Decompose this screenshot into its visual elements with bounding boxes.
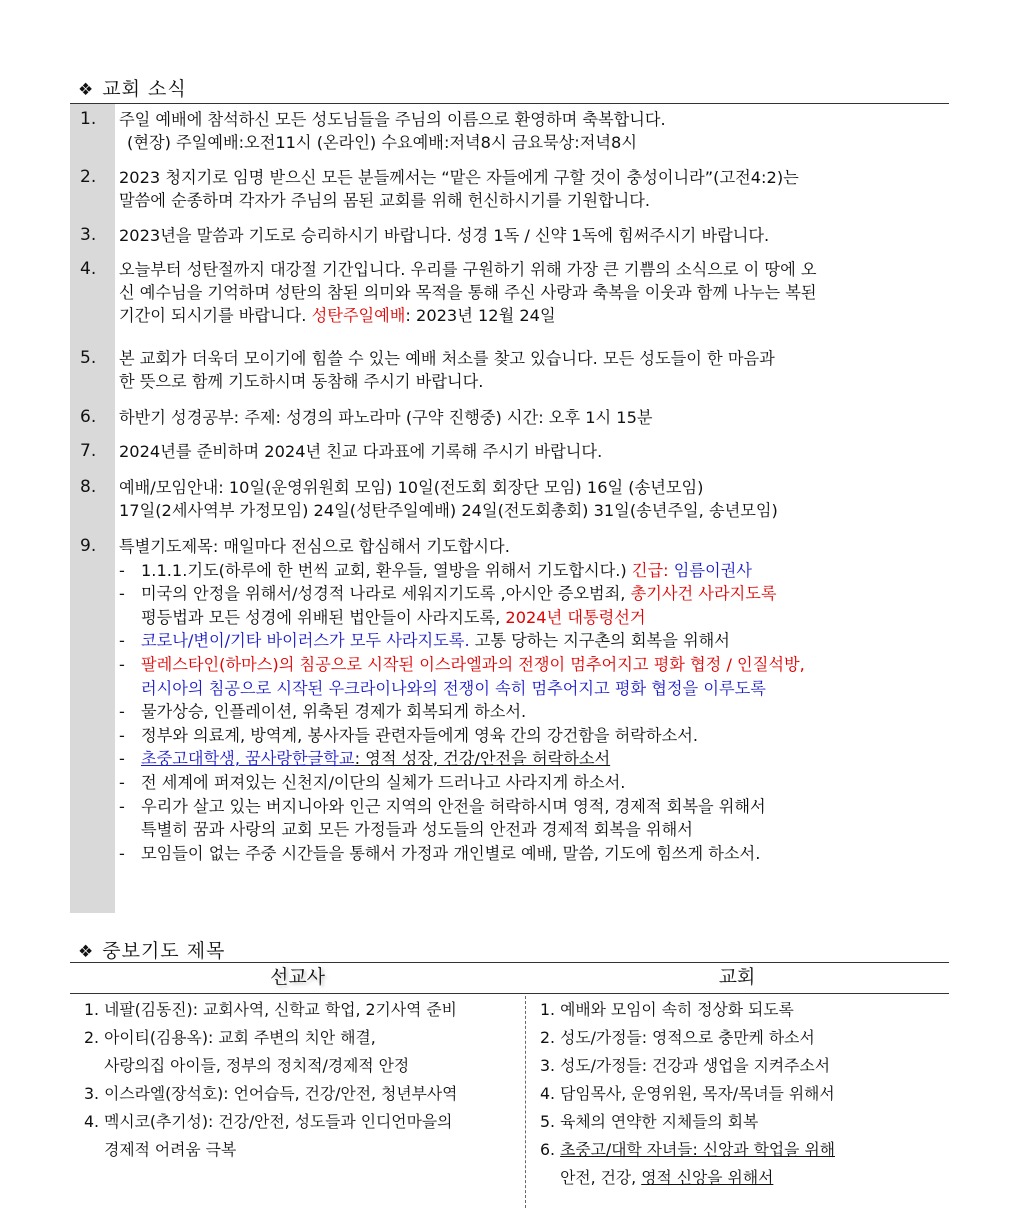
item-text: 말씀에 순종하며 각자가 주님의 몸된 교회를 위해 헌신하시기를 기원합니다. (119, 191, 651, 210)
item-text: 17일(2세사역부 가정모임) 24일(성탄주일예배) 24일(전도회총회) 31일(송년주일, 송년모임) (119, 501, 778, 520)
item-text: 특별기도제목: 매일마다 전심으로 합심해서 기도합시다. (119, 537, 510, 556)
section-title-church-news (78, 74, 187, 101)
prayer-subitem: - 모임들이 없는 주중 시간들을 통해서 가정과 개인별로 예배, 말씀, 기도에 힘쓰게 하소서. (119, 843, 761, 863)
item-number: 2. (80, 167, 97, 187)
missionary-item: 사랑의집 아이들, 정부의 정치적/경제적 안정 (84, 1056, 410, 1075)
intercession-table (70, 962, 949, 1208)
prayer-subitem: - 코로나/변이/기타 바이러스가 모두 사라지도록. 고통 당하는 지구촌의 회복을 위해서 (119, 631, 730, 651)
item-text: 오늘부터 성탄절까지 대강절 기간입니다. 우리를 구원하기 위해 가장 큰 기쁨의 소식으로 이 땅에 오 (119, 260, 817, 279)
item-number: 8. (80, 477, 97, 497)
prayer-subitem: - 정부와 의료계, 방역계, 봉사자들 관련자들에게 영육 간의 강건함을 허락하소서. (119, 725, 698, 745)
item-text: 본 교회가 더욱더 모이기에 힘쓸 수 있는 예배 처소를 찾고 있습니다. 모든 성도들이 한 마음과 (119, 349, 775, 368)
prayer-subitem: - 물가상승, 인플레이션, 위축된 경제가 회복되게 하소서. (119, 702, 527, 722)
missionary-item: 2. 아이티(김용옥): 교회 주변의 치안 해결, (84, 1028, 376, 1047)
item-number: 6. (80, 407, 97, 427)
item-text: 2023 청지기로 임명 받으신 모든 분들께서는 “맡은 자들에게 구할 것이 충성이니라”(고전4:2)는 (119, 168, 799, 187)
missionary-list (84, 996, 524, 1164)
item-text: 예배/모임안내: 10일(운영위원회 모임) 10일(전도회 회장단 모임) 16일 (송년모임) (119, 478, 704, 497)
prayer-subitem: - 미국의 안정을 위해서/성경적 나라로 세워지기도록 ,아시안 증오범죄, 총기사건 사라지도록 (119, 584, 777, 604)
church-prayer-item: 5. 육체의 연약한 지체들의 회복 (540, 1112, 759, 1131)
item-text: 하반기 성경공부: 주제: 성경의 파노라마 (구약 진행중) 시간: 오후 1시 15분 (119, 408, 653, 427)
christmas-service-label: 성탄주일예배 (311, 306, 406, 325)
item-number: 7. (80, 441, 97, 461)
prayer-subitem-cont: 특별히 꿈과 사랑의 교회 모든 가정들과 성도들의 안전과 경제적 회복을 위해서 (141, 820, 693, 840)
prayer-subitem: - 초중고대학생, 꿈사랑한글학교: 영적 성장, 건강/안전을 허락하소서 (119, 749, 611, 769)
item-text: 주일 예배에 참석하신 모든 성도님들을 주님의 이름으로 환영하며 축복합니다. (119, 110, 666, 129)
prayer-subitem: - 우리가 살고 있는 버지니아와 인근 지역의 안전을 허락하시며 영적, 경제적 회복을 위해서 (119, 796, 766, 816)
prayer-subitem: - 1.1.1.기도(하루에 한 번씩 교회, 환우들, 열방을 위해서 기도합시다.) 긴급: 임름이권사 (119, 560, 752, 580)
missionary-item: 경제적 어려움 극복 (84, 1140, 237, 1159)
church-column-header: 교회 (718, 966, 756, 988)
item-number: 3. (80, 225, 97, 245)
church-prayer-item: 4. 담임목사, 운영위원, 목자/목녀들 위해서 (540, 1084, 835, 1103)
church-prayer-item: 6. 초중고/대학 자녀들: 신앙과 학업을 위해 (540, 1140, 835, 1159)
section-title-text: 교회 소식 (102, 78, 187, 100)
item-number: 1. (80, 109, 97, 129)
header-divider (70, 993, 949, 994)
missionary-item: 4. 멕시코(추기성): 건강/안전, 성도들과 인디언마을의 (84, 1112, 453, 1131)
diamond-bullet-icon: ❖ (78, 80, 95, 100)
item-number: 9. (80, 536, 97, 556)
item-text: 신 예수님을 기억하며 성탄의 참된 의미와 목적을 통해 주신 사랑과 축복을 이웃과 함께 나누는 복된 (119, 283, 817, 302)
church-prayer-item: 3. 성도/가정들: 건강과 생업을 지켜주소서 (540, 1056, 830, 1075)
item-text: 2023년을 말씀과 기도로 승리하시기 바랍니다. 성경 1독 / 신약 1독에 힘써주시기 바랍니다. (119, 226, 770, 245)
missionary-item: 3. 이스라엘(장석호): 언어습득, 건강/안전, 청년부사역 (84, 1084, 458, 1103)
section-divider (70, 103, 949, 104)
item-number: 4. (80, 259, 97, 279)
section-title-text: 중보기도 제목 (102, 940, 226, 962)
column-divider (525, 996, 526, 1208)
item-text: 한 뜻으로 함께 기도하시며 동참해 주시기 바랍니다. (119, 372, 484, 391)
prayer-subitem-cont: 평등법과 모든 성경에 위배된 법안들이 사라지도록, 2024년 대통령선거 (141, 607, 646, 627)
item-text: 기간이 되시기를 바랍니다. 성탄주일예배: 2023년 12월 24일 (119, 306, 556, 325)
diamond-bullet-icon: ❖ (78, 942, 95, 962)
section-title-intercession (78, 936, 225, 963)
church-prayer-item: 안전, 건강, 영적 신앙을 위해서 (540, 1168, 774, 1187)
prayer-subitem: - 전 세계에 퍼져있는 신천지/이단의 실체가 드러나고 사라지게 하소서. (119, 772, 626, 792)
church-prayer-item: 2. 성도/가정들: 영적으로 충만케 하소서 (540, 1028, 815, 1047)
missionary-item: 1. 네팔(김동진): 교회사역, 신학교 학업, 2기사역 준비 (84, 1000, 457, 1019)
prayer-subitem: - 팔레스타인(하마스)의 침공으로 시작된 이스라엘과의 전쟁이 멈추어지고 평화 협정 / 인질석방, (119, 654, 805, 674)
item-number: 5. (80, 348, 97, 368)
missionary-column-header: 선교사 (269, 966, 326, 988)
item-text: (현장) 주일예배:오전11시 (온라인) 수요예배:저녁8시 금요묵상:저녁8시 (127, 133, 637, 152)
church-prayer-item: 1. 예배와 모임이 속히 정상화 되도록 (540, 1000, 794, 1019)
prayer-subitem-cont: 러시아의 침공으로 시작된 우크라이나와의 전쟁이 속히 멈추어지고 평화 협정을 이루도록 (141, 678, 766, 698)
church-prayer-list (540, 996, 940, 1192)
item-text: 2024년를 준비하며 2024년 친교 다과표에 기록해 주시기 바랍니다. (119, 442, 603, 461)
